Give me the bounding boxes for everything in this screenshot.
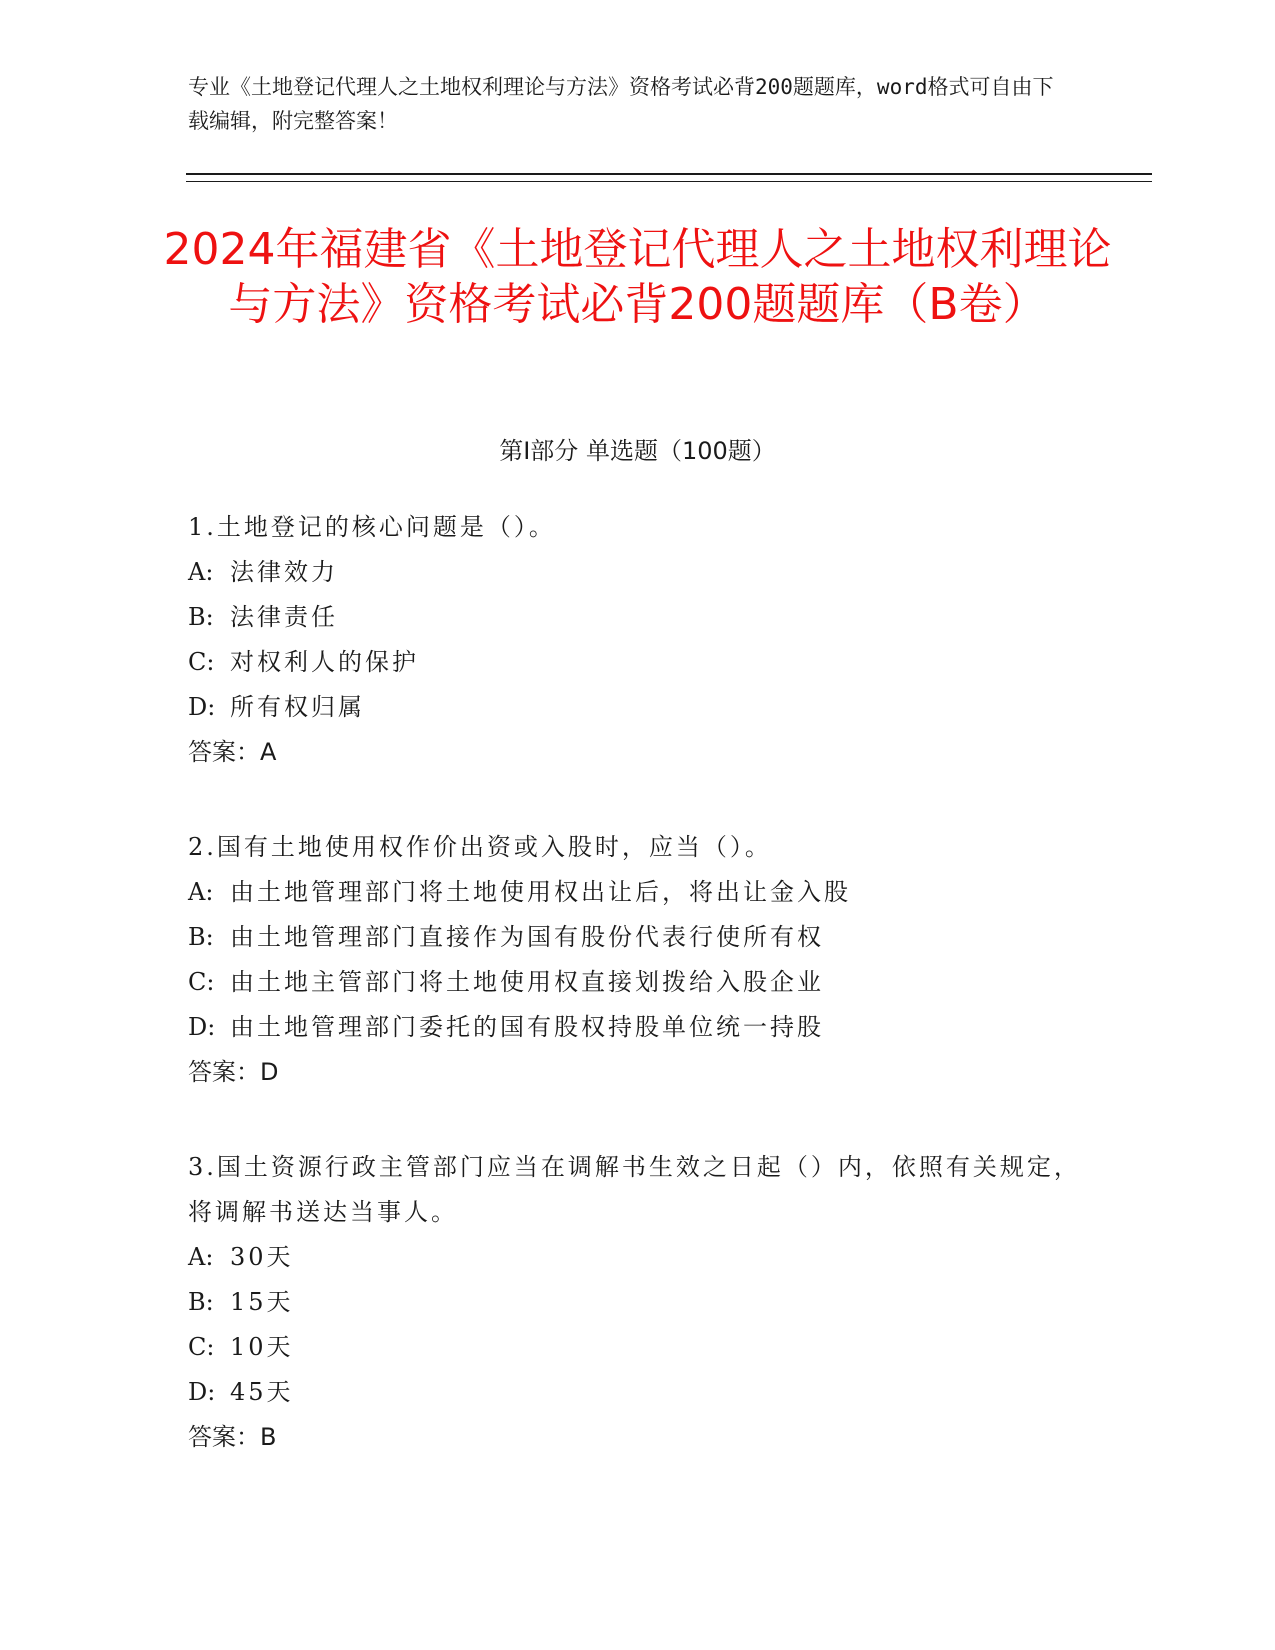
header-divider-thin: [186, 181, 1152, 182]
option-letter: C:: [188, 1333, 215, 1361]
option-text: 由土地管理部门委托的国有股权持股单位统一持股: [230, 1013, 824, 1041]
option-text: 15天: [230, 1288, 294, 1316]
document-title: 2024年福建省《土地登记代理人之土地权利理论与方法》资格考试必背200题题库（B卷）: [163, 224, 1112, 330]
answer: 答案：A: [188, 738, 277, 766]
question-3: [188, 1145, 1088, 1460]
option-letter: B:: [188, 1288, 214, 1316]
option-letter: D:: [188, 1013, 216, 1041]
question-stem: 3.国土资源行政主管部门应当在调解书生效之日起（）内，依照有关规定，将调解书送达当事人。: [188, 1153, 1081, 1226]
answer: 答案：D: [188, 1058, 279, 1086]
option-letter: A:: [188, 1243, 214, 1271]
option-d: [188, 1005, 1088, 1050]
option-letter: D:: [188, 693, 216, 721]
question-stem: 2.国有土地使用权作价出资或入股时，应当（）。: [188, 833, 772, 861]
option-letter: A:: [188, 878, 214, 906]
option-text: 由土地管理部门将土地使用权出让后，将出让金入股: [230, 878, 851, 906]
option-d: [188, 685, 1088, 730]
option-letter: A:: [188, 558, 214, 586]
option-text: 10天: [230, 1333, 294, 1361]
section-title: 第I部分 单选题（100题）: [499, 437, 776, 465]
option-text: 法律效力: [230, 558, 338, 586]
option-text: 30天: [230, 1243, 294, 1271]
header-divider-thick: [186, 173, 1152, 175]
option-letter: D:: [188, 1378, 216, 1406]
question-1: [188, 505, 1088, 775]
option-text: 由土地主管部门将土地使用权直接划拨给入股企业: [230, 968, 824, 996]
option-text: 45天: [230, 1378, 294, 1406]
option-b: [188, 1280, 1088, 1325]
option-letter: C:: [188, 648, 215, 676]
option-letter: B:: [188, 923, 214, 951]
option-c: [188, 960, 1088, 1005]
option-c: [188, 640, 1088, 685]
option-a: [188, 1235, 1088, 1280]
option-letter: C:: [188, 968, 215, 996]
option-text: 对权利人的保护: [230, 648, 419, 676]
option-a: [188, 550, 1088, 595]
question-stem: 1.土地登记的核心问题是（）。: [188, 513, 556, 541]
option-b: [188, 595, 1088, 640]
option-a: [188, 870, 1088, 915]
option-letter: B:: [188, 603, 214, 631]
option-d: [188, 1370, 1088, 1415]
option-text: 法律责任: [230, 603, 338, 631]
option-b: [188, 915, 1088, 960]
answer: 答案：B: [188, 1423, 277, 1451]
option-text: 所有权归属: [230, 693, 365, 721]
option-text: 由土地管理部门直接作为国有股份代表行使所有权: [230, 923, 824, 951]
question-2: [188, 825, 1088, 1095]
option-c: [188, 1325, 1088, 1370]
header-note: 专业《土地登记代理人之土地权利理论与方法》资格考试必背200题题库，word格式可自由下载编辑，附完整答案！: [188, 75, 1054, 133]
